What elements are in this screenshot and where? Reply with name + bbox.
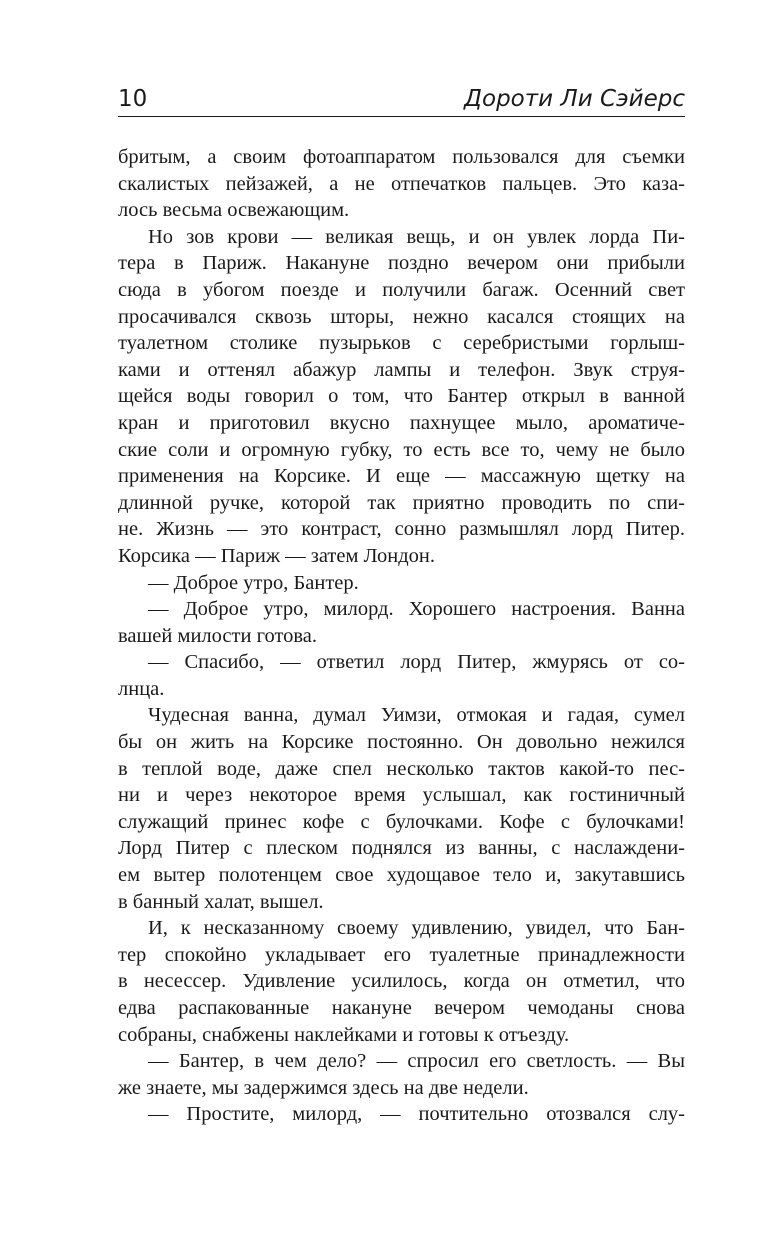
- text-line: же знаете, мы задержимся здесь на две недели.: [118, 1076, 529, 1099]
- text-line: — Спасибо, — ответил лорд Питер, жмурясь от со-: [148, 651, 685, 674]
- text-line: ем вытер полотенцем свое худощавое тело и, закутавшись: [118, 864, 685, 887]
- text-line: применения на Корсике. И еще — массажную щетку на: [118, 465, 685, 488]
- text-line: просачивался сквозь шторы, нежно касался стоящих на: [118, 305, 685, 328]
- text-line: скалистых пейзажей, а не отпечатков пальцев. Это каза-: [118, 172, 685, 195]
- text-line: — Доброе утро, Бантер.: [148, 571, 359, 594]
- text-line: Лорд Питер с плеском поднялся из ванны, с наслаждени-: [118, 837, 685, 860]
- text-line: собраны, снабжены наклейками и готовы к отъезду.: [118, 1023, 570, 1046]
- text-line: лнца.: [118, 677, 165, 700]
- text-line: лось весьма освежающим.: [118, 199, 350, 222]
- text-line: в банный халат, вышел.: [118, 890, 324, 913]
- text-line: Корсика — Париж — затем Лондон.: [118, 544, 435, 567]
- page-number: 10: [118, 86, 148, 112]
- text-line: — Бантер, в чем дело? — спросил его светлость. — Вы: [148, 1050, 685, 1073]
- text-line: бы он жить на Корсике постоянно. Он довольно нежился: [118, 731, 685, 754]
- text-line: тер спокойно укладывает его туалетные принадлежности: [118, 943, 685, 966]
- text-line: ками и оттенял абажур лампы и телефон. Звук струя-: [118, 358, 685, 381]
- text-line: И, к несказанному своему удивлению, увидел, что Бан-: [148, 917, 685, 940]
- header-rule: [118, 116, 685, 117]
- body-text: [118, 144, 685, 1128]
- text-line: тера в Париж. Накануне поздно вечером они прибыли: [118, 252, 685, 275]
- text-line: ни и через некоторое время услышал, как гостиничный: [118, 784, 685, 807]
- text-line: сюда в убогом поезде и получили багаж. Осенний свет: [118, 278, 685, 301]
- text-line: щейся воды говорил о том, что Бантер открыл в ванной: [118, 385, 685, 408]
- running-title-author: Дороти Ли Сэйерс: [464, 86, 685, 112]
- page-header: [118, 84, 685, 114]
- text-line: не. Жизнь — это контраст, сонно размышлял лорд Питер.: [118, 518, 685, 541]
- text-line: Чудесная ванна, думал Уимзи, отмокая и гадая, сумел: [148, 704, 685, 727]
- text-line: туалетном столике пузырьков с серебристыми горлыш-: [118, 332, 685, 355]
- text-line: Но зов крови — великая вещь, и он увлек лорда Пи-: [148, 225, 685, 248]
- text-line: — Простите, милорд, — почтительно отозвался слу-: [148, 1103, 685, 1126]
- text-line: вашей милости готова.: [118, 624, 318, 647]
- text-line: — Доброе утро, милорд. Хорошего настроения. Ванна: [148, 598, 685, 621]
- text-line: едва распакованные накануне вечером чемоданы снова: [118, 997, 685, 1019]
- text-line: кран и приготовил вкусно пахнущее мыло, ароматиче-: [118, 411, 685, 434]
- text-line: в несессер. Удивление усилилось, когда он отметил, что: [118, 970, 685, 993]
- text-line: бритым, а своим фотоаппаратом пользовался для съемки: [118, 146, 685, 168]
- text-line: длинной ручке, которой так приятно проводить по спи-: [118, 491, 685, 514]
- text-line: ские соли и огромную губку, то есть все то, чему не было: [118, 438, 685, 461]
- text-line: служащий принес кофе с булочками. Кофе с булочками!: [118, 810, 685, 833]
- text-line: в теплой воде, даже спел несколько тактов какой-то пес-: [118, 757, 685, 780]
